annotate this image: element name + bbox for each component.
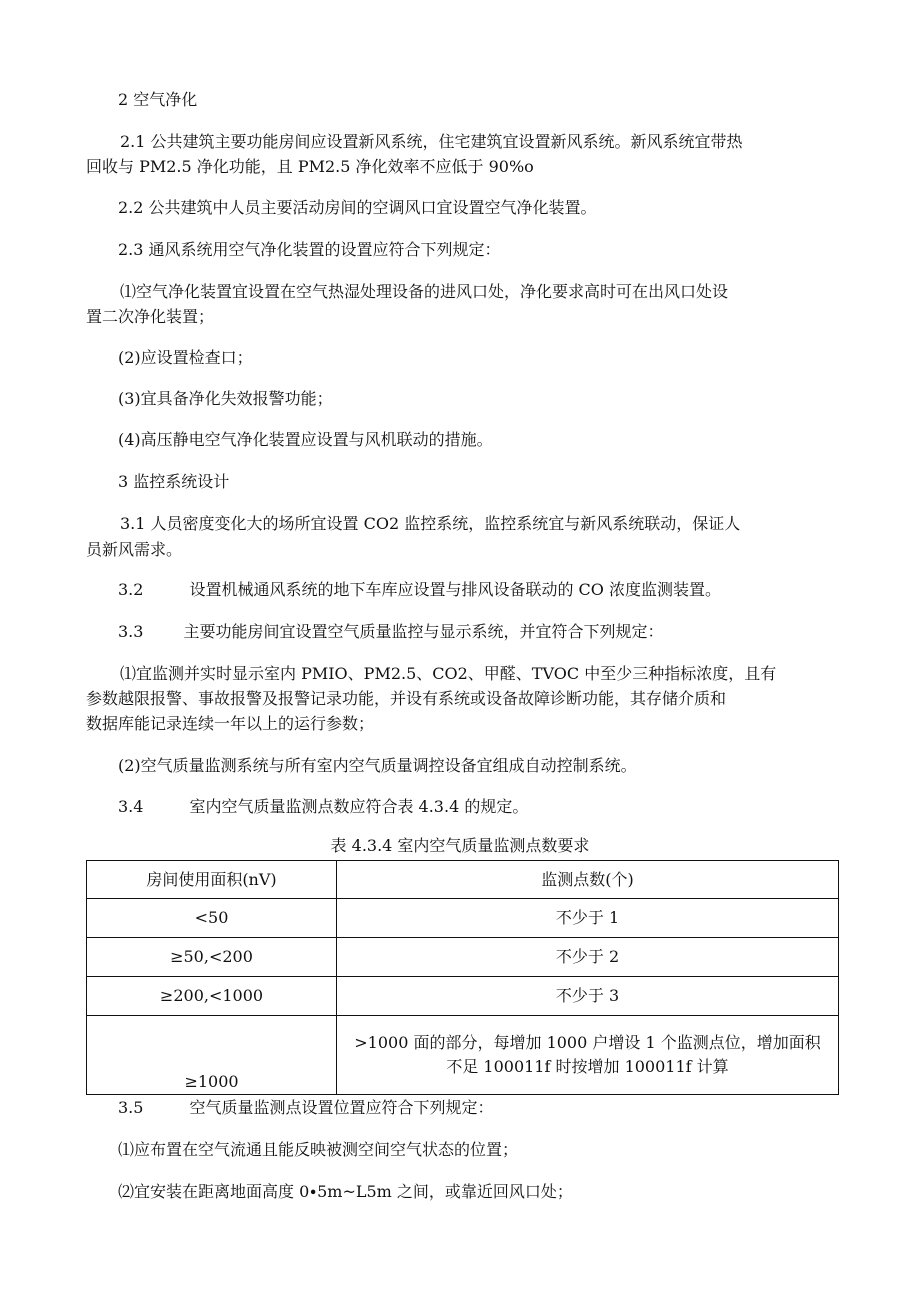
list-item-2-3-1-line-1: ⑴空气净化装置宜设置在空气热湿处理设备的进风口处，净化要求高时可在出风口处设 [120, 282, 729, 301]
section-2-heading: 2 空气净化 [118, 90, 198, 109]
table-row [87, 938, 839, 977]
table-row [87, 899, 839, 938]
paragraph-3-1-line-1: 3.1 人员密度变化大的场所宜设置 CO2 监控系统，监控系统宜与新风系统联动，保证人 [120, 514, 741, 533]
paragraph-3-3-text: 主要功能房间宜设置空气质量监控与显示系统，并宜符合下列规定： [183, 622, 664, 641]
list-item-3-3-2: (2)空气质量监测系统与所有室内空气质量调控设备宜组成自动控制系统。 [118, 756, 637, 775]
paragraph-3-1-line-2: 员新风需求。 [86, 540, 183, 559]
table-cell-points: 不少于 2 [337, 938, 839, 977]
list-item-2-3-4: (4)高压静电空气净化装置应设置与风机联动的措施。 [118, 430, 493, 449]
paragraph-3-2-number: 3.2 [118, 580, 144, 599]
table-header-area: 房间使用面积(nV) [87, 861, 337, 899]
paragraph-3-4-number: 3.4 [118, 797, 144, 816]
paragraph-2-1-line-1: 2.1 公共建筑主要功能房间应设置新风系统，住宅建筑宜设置新风系统。新风系统宜带热 [120, 132, 743, 151]
paragraph-3-2-text: 设置机械通风系统的地下车库应设置与排风设备联动的 CO 浓度监测装置。 [189, 580, 721, 599]
list-item-2-3-3: (3)宜具备净化失效报警功能； [118, 389, 333, 408]
paragraph-3-5 [118, 1098, 493, 1118]
paragraph-3-2 [118, 580, 721, 600]
table-cell-points: 不少于 3 [337, 977, 839, 1016]
table-cell-area: ≥1000 [87, 1016, 337, 1095]
monitoring-points-table [86, 860, 839, 1095]
list-item-3-3-1-line-1: ⑴宜监测并实时显示室内 PMIO、PM2.5、CO2、甲醛、TVOC 中至少三种指标浓度，且有 [120, 664, 777, 683]
table-cell-points: 不少于 1 [337, 899, 839, 938]
list-item-3-5-1: ⑴应布置在空气流通且能反映被测空间空气状态的位置； [118, 1140, 519, 1159]
paragraph-2-3: 2.3 通风系统用空气净化装置的设置应符合下列规定： [118, 240, 501, 259]
table-header-row [87, 861, 839, 899]
list-item-3-3-1-line-3: 数据库能记录连续一年以上的运行参数； [86, 714, 375, 733]
paragraph-3-3 [118, 622, 663, 642]
table-cell-points: >1000 面的部分，每增加 1000 户增设 1 个监测点位，增加面积不足 100011f 时按增加 100011f 计算 [337, 1016, 839, 1095]
table-cell-area: <50 [87, 899, 337, 938]
list-item-2-3-2: (2)应设置检查口； [118, 348, 253, 367]
table-row [87, 1016, 839, 1095]
table-header-points: 监测点数(个) [337, 861, 839, 899]
section-3-heading: 3 监控系统设计 [118, 472, 230, 491]
list-item-2-3-1-line-2: 置二次净化装置； [86, 307, 215, 326]
paragraph-3-4-text: 室内空气质量监测点数应符合表 4.3.4 的规定。 [189, 797, 529, 816]
table-cell-area: ≥50,<200 [87, 938, 337, 977]
list-item-3-5-2: ⑵宜安装在距离地面高度 0∙5m~L5m 之间，或靠近回风口处； [118, 1182, 573, 1201]
paragraph-3-5-number: 3.5 [118, 1098, 144, 1117]
list-item-3-3-1-line-2: 参数越限报警、事故报警及报警记录功能，并设有系统或设备故障诊断功能，其存储介质和 [86, 689, 727, 708]
paragraph-2-1-line-2: 回收与 PM2.5 净化功能，且 PM2.5 净化效率不应低于 90%o [86, 157, 534, 176]
paragraph-2-2: 2.2 公共建筑中人员主要活动房间的空调风口宜设置空气净化装置。 [118, 198, 597, 217]
table-cell-area: ≥200,<1000 [87, 977, 337, 1016]
paragraph-3-5-text: 空气质量监测点设置位置应符合下列规定： [189, 1098, 494, 1117]
paragraph-3-3-number: 3.3 [118, 622, 144, 641]
table-row [87, 977, 839, 1016]
table-caption: 表 4.3.4 室内空气质量监测点数要求 [330, 836, 590, 855]
paragraph-3-4 [118, 797, 528, 817]
